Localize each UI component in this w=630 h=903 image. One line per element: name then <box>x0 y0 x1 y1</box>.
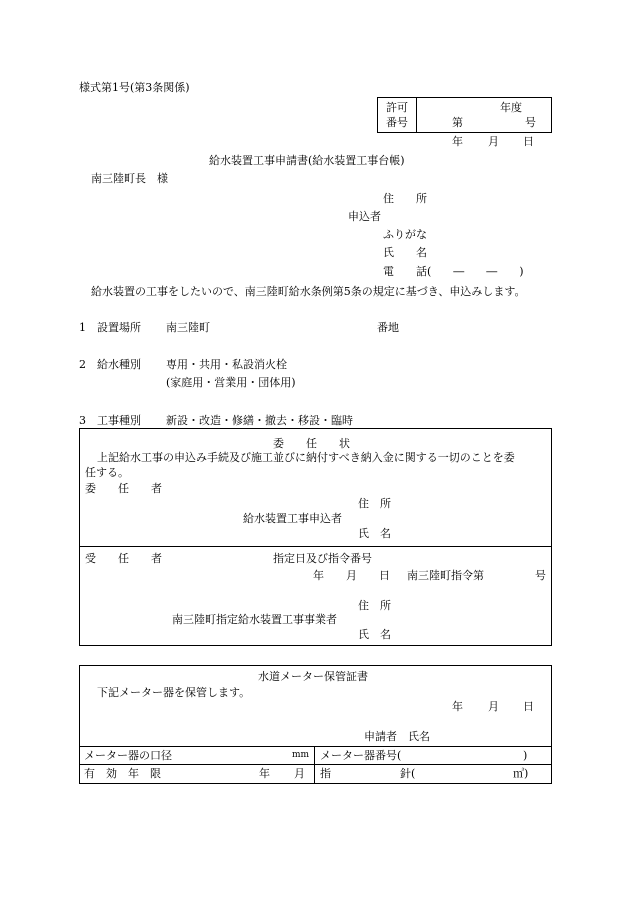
principal-role: 給水装置工事申込者 <box>243 512 342 525</box>
permit-label-bottom: 番号 <box>386 116 408 129</box>
meter-applicant-name: 申請者 氏名 <box>364 730 430 743</box>
validity-label: 有 効 年 限 <box>84 767 161 780</box>
item-3-label: 工事種別 <box>97 414 141 427</box>
item-1-value: 南三陸町 <box>166 321 210 334</box>
permit-label-top: 許可 <box>386 101 408 114</box>
caliber-unit: mm <box>292 750 310 760</box>
statement: 給水装置の工事をしたいので、南三陸町給水条例第5条の規定に基づき、申込みします。 <box>91 285 526 298</box>
serial-close: ) <box>523 749 528 762</box>
applicant-label: 申込者 <box>348 210 381 223</box>
applicant-phone-label: 電 話( ― ― ) <box>383 265 524 278</box>
permit-divider <box>416 97 417 133</box>
reading-label: 指 <box>320 767 331 780</box>
addressee: 南三陸町長 様 <box>91 172 168 185</box>
caliber-label: メーター器の口径 <box>84 749 172 762</box>
designation-label: 指定日及び指令番号 <box>273 552 372 565</box>
item-2-sub: (家庭用・営業用・団体用) <box>166 376 296 389</box>
validity-month: 月 <box>294 767 305 780</box>
meter-divider-2 <box>79 764 552 765</box>
applicant-address-label: 住 所 <box>383 192 427 205</box>
agent-name-label: 氏 名 <box>358 628 391 641</box>
meter-date-year: 年 <box>452 700 463 713</box>
permit-go: 号 <box>525 116 536 129</box>
agent-label: 受 任 者 <box>85 552 162 565</box>
designation-no: 南三陸町指令第 <box>407 569 484 582</box>
agent-address-label: 住 所 <box>358 599 391 612</box>
permit-year-label: 年度 <box>500 101 522 114</box>
delegation-divider <box>79 546 552 547</box>
meter-date-day: 日 <box>523 700 534 713</box>
applicant-furigana-label: ふりがな <box>383 228 427 241</box>
item-1-label: 設置場所 <box>97 321 141 334</box>
validity-year: 年 <box>259 767 270 780</box>
serial-label: メーター器番号( <box>320 749 402 762</box>
item-1-num: 1 <box>79 321 86 334</box>
reading-label2: 針( <box>400 767 416 780</box>
item-3-value: 新設・改造・修繕・撤去・移設・臨時 <box>166 414 353 427</box>
delegation-body-line1: 上記給水工事の申込み手続及び施工並びに納付すべき納入金に関する一切のことを委 <box>97 451 515 464</box>
item-1-extra: 番地 <box>377 321 399 334</box>
delegation-title: 委 任 状 <box>273 437 350 450</box>
meter-date-month: 月 <box>488 700 499 713</box>
date-day: 日 <box>523 135 534 148</box>
item-2-value: 専用・共用・私設消火栓 <box>166 358 287 371</box>
meter-divider-1 <box>79 746 552 747</box>
form-label: 様式第1号(第3条関係) <box>79 81 190 94</box>
delegation-body-line2: 任する。 <box>85 466 129 479</box>
reading-unit: ㎥) <box>513 767 529 780</box>
applicant-name-label: 氏 名 <box>383 246 427 259</box>
meter-divider-v <box>314 746 315 784</box>
date-month: 月 <box>488 135 499 148</box>
agent-role: 南三陸町指定給水装置工事事業者 <box>172 613 337 626</box>
permit-dai: 第 <box>452 116 463 129</box>
date-year: 年 <box>452 135 463 148</box>
page-title: 給水装置工事申請書(給水装置工事台帳) <box>209 154 405 167</box>
designation-go: 号 <box>535 569 546 582</box>
meter-title: 水道メーター保管証書 <box>258 670 368 683</box>
designation-date: 年 月 日 <box>313 569 390 582</box>
principal-label: 委 任 者 <box>85 482 162 495</box>
principal-name-label: 氏 名 <box>358 527 391 540</box>
meter-body: 下記メーター器を保管します。 <box>97 686 251 699</box>
item-2-num: 2 <box>79 358 86 371</box>
principal-address-label: 住 所 <box>358 497 391 510</box>
item-2-label: 給水種別 <box>97 358 141 371</box>
item-3-num: 3 <box>79 414 86 427</box>
